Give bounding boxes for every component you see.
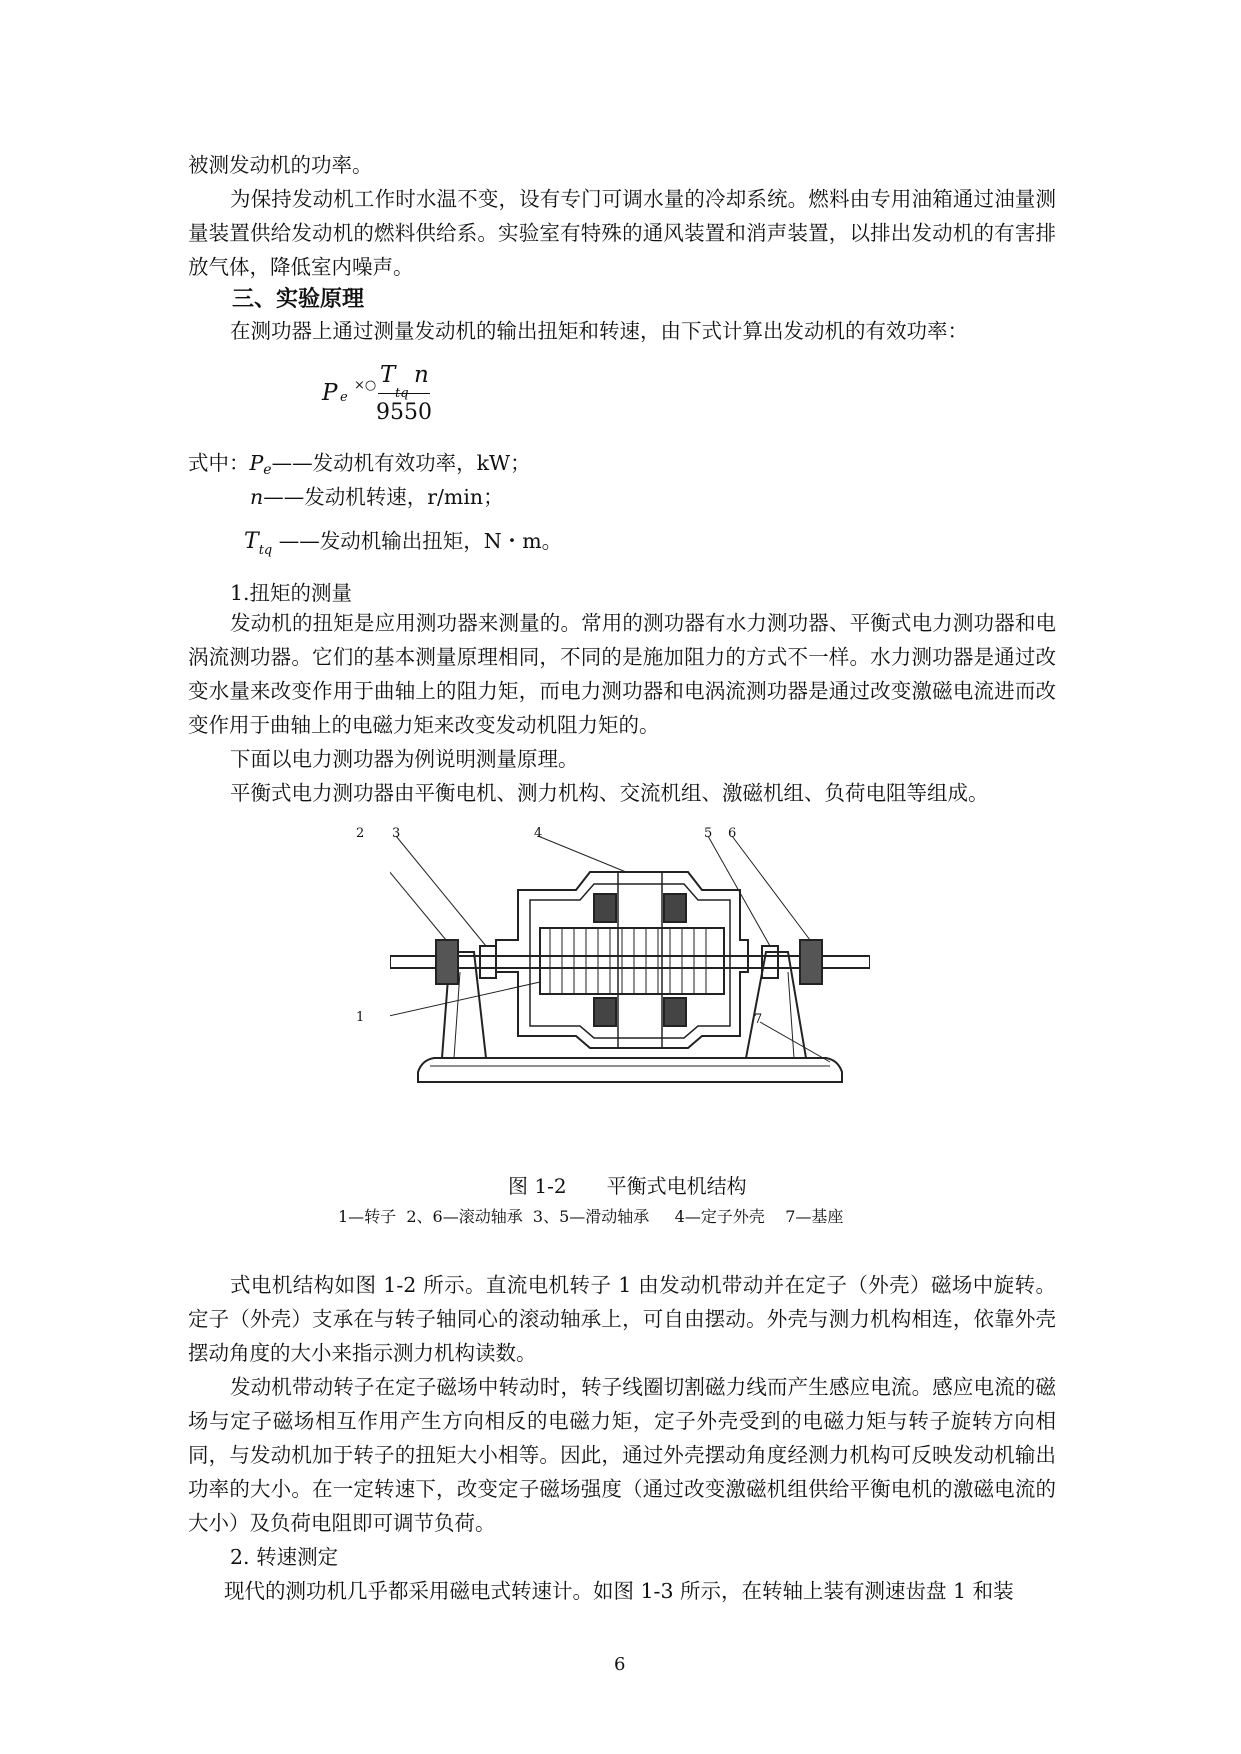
paragraph-torque: 发动机的扭矩是应用测功器来测量的。常用的测功器有水力测功器、平衡式电力测功器和电涡流测功器。它们的基本测量原理相同，不同的是施加阻力的方式不一样。水力测功器是通过改变水量来改变作用于曲轴上的阻力矩，而电力测功器和电涡流测功器是通过改变激磁电流进而改变作用于曲轴上的电磁力矩来改变发动机阻力矩的。 — [188, 611, 1056, 737]
fig-label-1: 1 — [356, 1010, 365, 1025]
left-sliding-bearing — [480, 946, 496, 978]
paragraph-principle: 在测功器上通过测量发动机的输出扭矩和转速，由下式计算出发动机的有效功率： — [230, 319, 968, 343]
formula-numerator-symbol: T — [380, 362, 396, 388]
fig-label-2: 2 — [356, 826, 365, 841]
formula-denominator: 9550 — [376, 400, 432, 425]
formula-numerator-subscript: tq — [395, 386, 409, 401]
where-pe-symbol: P — [249, 451, 264, 475]
figure-caption-number: 图 1-2 — [508, 1174, 567, 1198]
left-rolling-bearing — [436, 940, 458, 984]
paragraph-cooling: 为保持发动机工作时水温不变，设有专门可调水量的冷却系统。燃料由专用油箱通过油量测量装置供给发动机的燃料供给系。实验室有特殊的通风装置和消声装置，以排出发动机的有害排放气体，降低室内噪声。 — [188, 187, 1056, 279]
balanced-motor-figure — [390, 822, 870, 1122]
shaft — [390, 956, 870, 968]
where-n-symbol: n — [250, 485, 264, 509]
fig-label-7: 7 — [754, 1012, 763, 1027]
where-pe-line — [188, 446, 531, 476]
where-ttq-symbol: T — [244, 529, 259, 554]
where-n-line — [250, 480, 504, 510]
rotor — [540, 928, 724, 994]
where-ttq-desc: ——发动机输出扭矩，N・m。 — [272, 529, 563, 553]
winding-bottom-right — [664, 998, 686, 1026]
fig-label-6: 6 — [728, 826, 737, 841]
fig-label-3: 3 — [392, 826, 401, 841]
formula-lhs-subscript: e — [340, 390, 348, 405]
where-ttq-subscript: tq — [258, 543, 273, 558]
winding-bottom-left — [594, 998, 616, 1026]
formula-eq-sign: ×○ — [354, 378, 377, 393]
fig-label-4: 4 — [534, 826, 543, 841]
paragraph-components: 平衡式电力测功器由平衡电机、测力机构、交流机组、激磁机组、负荷电阻等组成。 — [230, 781, 989, 805]
subsection-torque-title: 1.扭矩的测量 — [230, 581, 353, 605]
section-heading: 三、实验原理 — [232, 287, 365, 312]
paragraph-example: 下面以电力测功器为例说明测量原理。 — [230, 747, 579, 771]
stator-center — [618, 872, 662, 1048]
winding-top-right — [664, 894, 686, 922]
subsection-speed-title: 2. 转速测定 — [230, 1545, 339, 1569]
where-pe-subscript: e — [263, 462, 272, 478]
formula-numerator-n: n — [414, 362, 429, 388]
formula-lhs-symbol: P — [322, 380, 338, 406]
base-plate — [418, 1058, 842, 1082]
where-ttq-line — [244, 524, 563, 558]
winding-top-left — [594, 894, 616, 922]
right-rolling-bearing — [800, 940, 822, 984]
paragraph-rotor: 发动机带动转子在定子磁场中转动时，转子线圈切割磁力线而产生感应电流。感应电流的磁场与定子磁场相互作用产生方向相反的电磁力矩，定子外壳受到的电磁力矩与转子旋转方向相同，与发动机加于转子的扭矩大小相等。因此，通过外壳摆动角度经测力机构可反映发动机输出功率的大小。在一定转速下，改变定子磁场强度（通过改变激磁机组供给平衡电机的激磁电流的大小）及负荷电阻即可调节负荷。 — [188, 1375, 1056, 1535]
figure-caption-title: 平衡式电机结构 — [606, 1174, 747, 1198]
paragraph-speed: 现代的测功机几乎都采用磁电式转速计。如图 1-3 所示，在转轴上装有测速齿盘 1 和装 — [224, 1579, 1014, 1603]
where-n-desc: ——发动机转速，r/min； — [263, 485, 504, 509]
fig-label-5: 5 — [704, 826, 713, 841]
figure-caption — [508, 1170, 747, 1199]
where-pe-desc: ——发动机有效功率，kW； — [271, 451, 531, 475]
page-number: 6 — [614, 1654, 626, 1675]
figure-legend: 1—转子 2、6—滚动轴承 3、5—滑动轴承 4—定子外壳 7—基座 — [338, 1207, 844, 1226]
paragraph-intro-end: 被测发动机的功率。 — [188, 153, 373, 177]
paragraph-structure: 式电机结构如图 1-2 所示。直流电机转子 1 由发动机带动并在定子（外壳）磁场中旋转。定子（外壳）支承在与转子轴同心的滚动轴承上，可自由摆动。外壳与测力机构相连，依靠外壳摆动角度的大小来指示测力机构读数。 — [188, 1273, 1056, 1365]
fraction-bar — [378, 393, 430, 394]
where-prefix: 式中： — [188, 451, 250, 475]
